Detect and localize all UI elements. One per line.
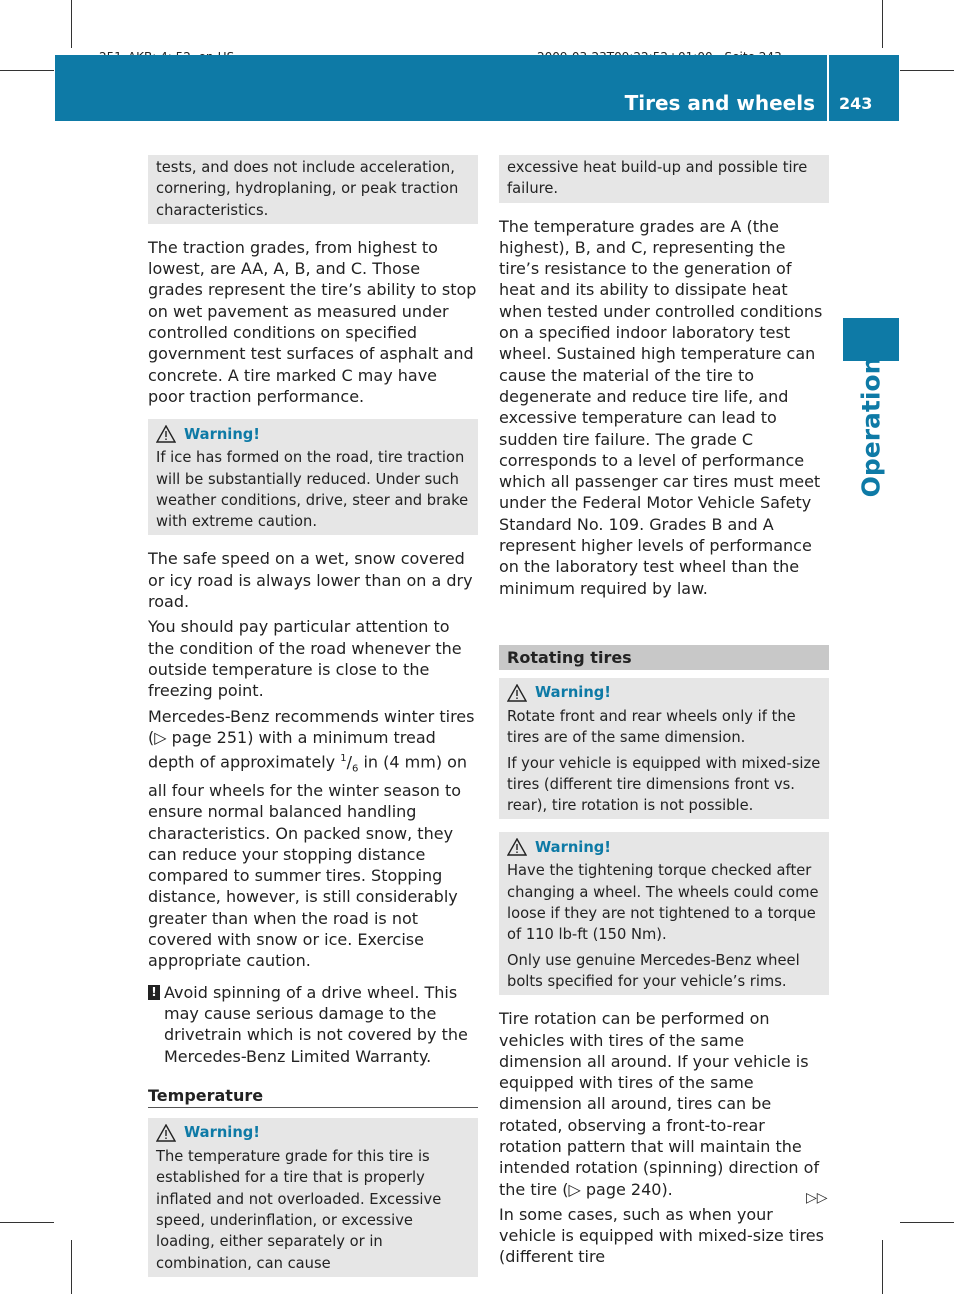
warning-text: excessive heat build-up and possible tire failure. — [507, 159, 808, 198]
warning-title: Warning! — [184, 1124, 260, 1142]
section-heading: Rotating tires — [499, 645, 829, 670]
warning-box — [148, 419, 478, 535]
exclamation-icon: ! — [148, 985, 160, 1000]
warning-title: Warning! — [535, 838, 611, 856]
fraction-numerator: 1 — [340, 753, 347, 765]
page-number: 243 — [839, 94, 873, 113]
left-column — [148, 155, 478, 1290]
warning-box — [499, 832, 829, 995]
header-divider — [827, 55, 829, 121]
crop-mark — [900, 1222, 954, 1223]
continue-arrows-icon: ▷▷ — [806, 1190, 828, 1206]
crop-mark — [71, 0, 72, 48]
body-paragraph: The traction grades, from highest to lowest, are AA, A, B, and C. Those grades represent the tire’s ability to stop on wet pavement as measured under controlled conditions on specified government test surfaces of asphalt and concrete. A tire marked C may have poor traction performance. — [148, 237, 477, 406]
body-paragraph: Tire rotation can be performed on vehicles with tires of the same dimension all around. If your vehicle is equipped with tires of the same dimension all around, tires can be rotated, observing a front-to-rear rotation pattern that will maintain the intended rotation (spinning) direction of the tire (▷ page 240). — [499, 1009, 820, 1199]
crop-mark — [882, 0, 883, 48]
warning-text: If ice has formed on the road, tire traction will be substantially reduced. Under such weather conditions, drive, steer and brake with extreme caution. — [156, 449, 469, 531]
warning-text: Rotate front and rear wheels only if the tires are of the same dimension. — [507, 707, 796, 747]
body-text: Mercedes-Benz recommends winter tires (▷ page 251) with a minimum tread depth of approximately — [148, 706, 475, 772]
warning-title: Warning! — [184, 425, 260, 443]
warning-header — [507, 834, 821, 860]
chapter-tab — [843, 318, 899, 361]
warning-box — [148, 1118, 478, 1277]
note-text: Avoid spinning of a drive wheel. This may cause serious damage to the drivetrain which is not covered by the Mercedes-Benz Limited Warranty. — [164, 982, 468, 1066]
body-paragraph: In some cases, such as when your vehicle is equipped with mixed-size tires (different tire — [499, 1204, 824, 1267]
warning-text: The temperature grade for this tire is established for a tire that is properly inflated and not overloaded. Excessive speed, underinflation, or excessive loading, either separately or in combination, can cause — [156, 1148, 442, 1272]
section-title: Tires and wheels — [624, 91, 815, 115]
warning-header — [507, 680, 821, 706]
caution-note — [148, 982, 478, 1067]
continued-warning-box — [499, 155, 829, 203]
continued-warning-box — [148, 155, 478, 224]
body-paragraph: The safe speed on a wet, snow covered or icy road is always lower than on a dry road. — [148, 549, 473, 612]
body-paragraph: You should pay particular attention to the condition of the road whenever the outside temperature is close to the freezing point. — [148, 617, 462, 701]
warning-triangle-icon — [507, 838, 527, 856]
chapter-label-text: Operation — [856, 356, 886, 498]
warning-header — [156, 1120, 470, 1146]
crop-mark — [882, 1240, 883, 1294]
body-text: in (4 mm) on all four wheels for the winter season to ensure normal balanced handling characteristics. On packed snow, they can reduce your stopping distance compared to summer tires. Stopping distance, however, is still considerably greater than when the road is not covered with snow or ice. Exercise appropriate caution. — [148, 752, 468, 971]
body-paragraph: Mercedes-Benz recommends winter tires (▷ page 251) with a minimum tread depth of approximately $^1/_6$ in (4 mm) on all four wheels for the winter season to ensure normal balanced handling characteristics. On packed snow, they can reduce your stopping distance compared to summer tires. Stopping distance, however, is still considerably greater than when the road is not covered with snow or ice. Exercise appropriate caution. — [148, 706, 475, 971]
crop-mark — [71, 1240, 72, 1294]
header-band — [55, 55, 899, 121]
chapter-label — [841, 356, 901, 498]
warning-title: Warning! — [535, 684, 611, 702]
warning-box — [499, 678, 829, 819]
warning-text: Only use genuine Mercedes-Benz wheel bolts specified for your vehicle’s rims. — [507, 951, 800, 990]
warning-triangle-icon — [156, 425, 176, 443]
warning-text: tests, and does not include acceleration, cornering, hydroplaning, or peak traction characteristics. — [156, 159, 459, 219]
warning-text: If your vehicle is equipped with mixed-size tires (different tire dimensions front vs. rear), tire rotation is not possible. — [507, 754, 821, 815]
body-paragraph: The temperature grades are A (the highest), B, and C, representing the tire’s resistance to the generation of heat and its ability to dissipate heat when tested under controlled conditions on a specified indoor laboratory test wheel. Sustained high temperature can cause the material of the tire to degenerate and reduce tire life, and excessive temperature can lead to sudden tire failure. The grade C corresponds to a level of performance which all passenger car tires must meet under the Federal Motor Vehicle Safety Standard No. 109. Grades B and A represent higher levels of performance on the laboratory test wheel than the minimum required by law. — [499, 216, 823, 598]
warning-triangle-icon — [507, 684, 527, 702]
warning-triangle-icon — [156, 1124, 176, 1142]
crop-mark — [900, 70, 954, 71]
crop-mark — [0, 1222, 54, 1223]
fraction-denominator: 6 — [352, 763, 359, 775]
crop-mark — [0, 70, 54, 71]
warning-text: Have the tightening torque checked after changing a wheel. The wheels could come loose if they are not tightened to a torque of 110 lb-ft (150 Nm). — [507, 862, 819, 944]
right-column — [499, 155, 829, 1272]
warning-header — [156, 421, 470, 447]
subheading: Temperature — [148, 1085, 478, 1108]
